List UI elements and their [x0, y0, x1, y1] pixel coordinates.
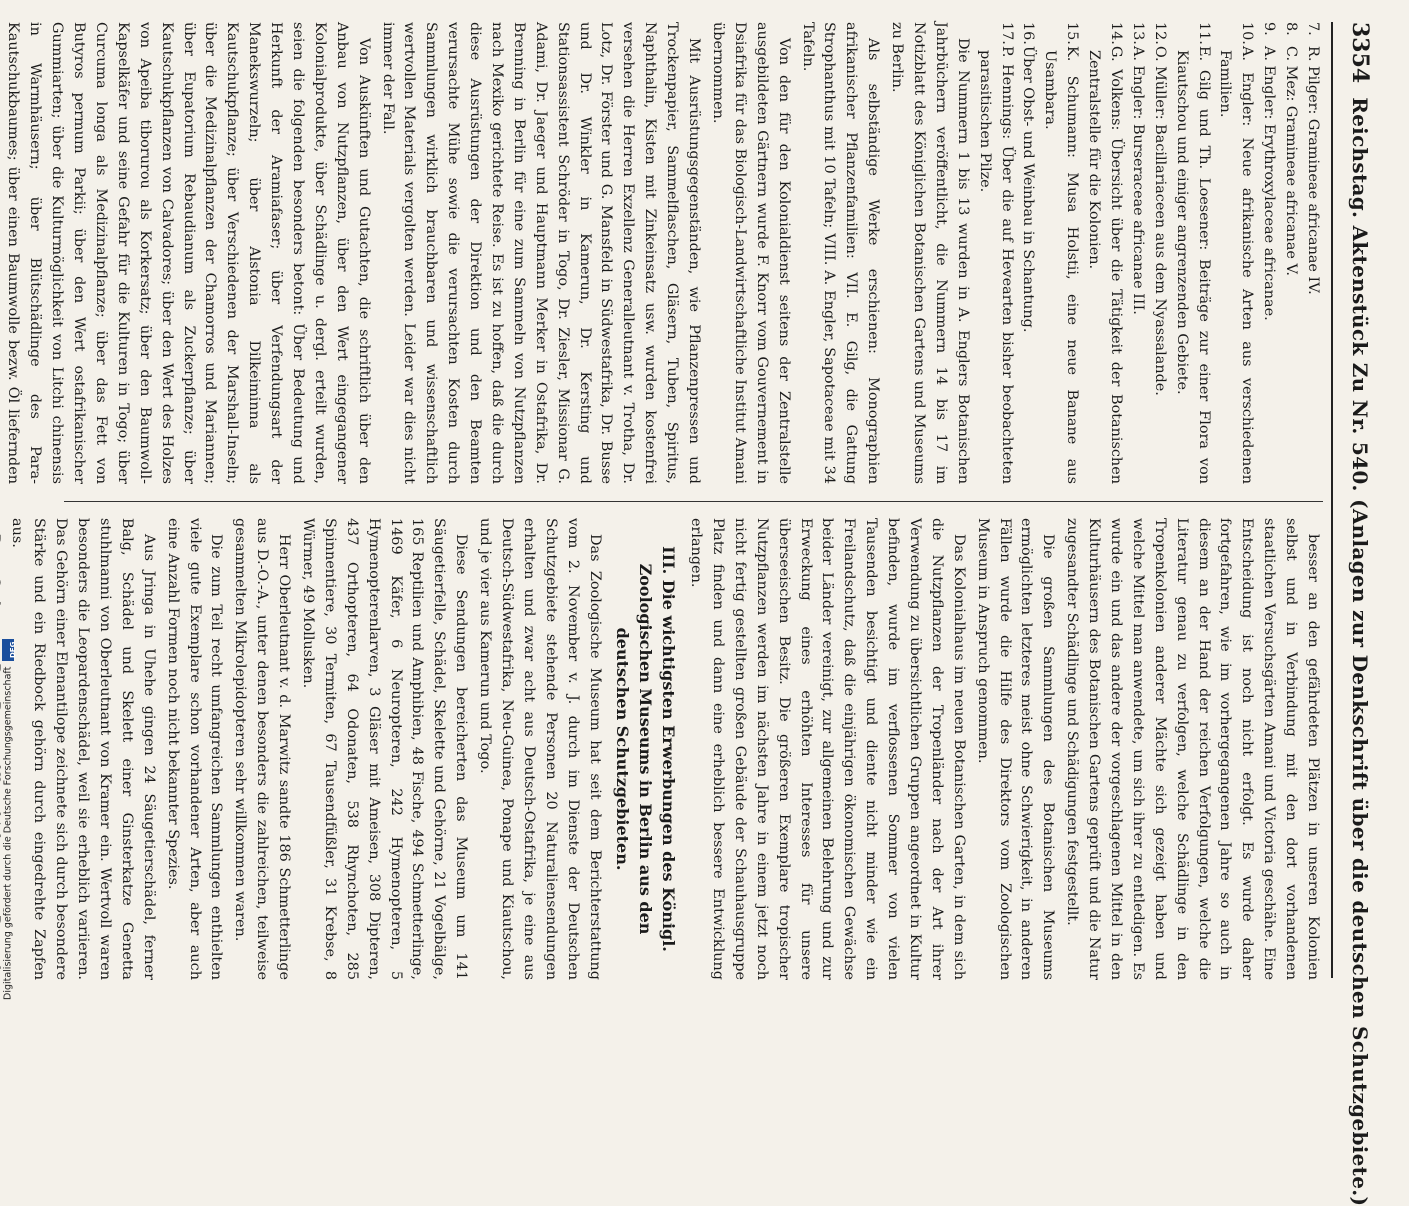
paragraph: Die Nummern 1 bis 13 wurden in A. Englers Botanischen Jahrbüchern veröffentlicht, die Nummern 14 bis 17 im Notizblatt des Königlichen Botanischen Gartens und Museums zu Berlin.	[889, 22, 971, 484]
publication-text: E. Gilg und Th. Loesener: Beiträge zur einer Flora von Kiautschou und einiger angrenzenden Gebiete.	[1173, 46, 1212, 484]
publication-number: 15.	[1064, 22, 1081, 45]
publication-number: 8.	[1283, 22, 1300, 36]
right-paragraphs-top	[684, 518, 1323, 980]
paragraph: Aus Jringa in Uhehe gingen 24 Säugetierschädel, ferner Balg, Schädel und Skelett einer Ginsterkatze Genetta stuhlmanni von Oberleutnant von Kramer ein. Wertvoll waren besonders die Leopardenschädel, weil sie erheblich variieren. Das Gehörn einer Elenantilope zeichnete sich durch besondere Stärke und ein Riedbock gehörn durch eingedrehte Zapfen aus.	[9, 518, 157, 980]
paragraph: Das Zoologische Museum hat seit dem Berichterstattung vom 2. November v. J. durch im Dienste der Deutschen Schutzgebiete stehende Personen 20 Naturaliensendungen erhalten und zwar acht aus Deutsch-Ostafrika, je eine aus Deutsch-Südwestafrika, Neu-Guinea, Ponape und Kiautschou, und je vier aus Kamerun und Togo.	[477, 518, 603, 980]
digitization-credit	[1, 0, 15, 1000]
right-paragraphs-bottom	[0, 518, 605, 980]
credit-text: Digitalisierung gefördert durch die Deutsche Forschungsgemeinschaft	[2, 666, 14, 1000]
publication-text: C. Mez: Gramineae africanae V.	[1283, 46, 1300, 276]
paragraph: Die zum Teil recht umfangreichen Sammlungen enthielten viele gute Exemplare schon vorhandener Arten, aber auch eine Anzahl Formen noch nicht bekannter Spezies.	[164, 518, 225, 980]
publication-number: 12.	[1151, 22, 1168, 45]
publication-item	[1170, 22, 1214, 484]
publication-number: 10.	[1239, 22, 1256, 45]
publication-number: 9.	[1261, 22, 1278, 36]
publication-item	[1257, 22, 1279, 484]
paragraph: Das Kolonialhaus im neuen Botanischen Garten, in dem sich die Nutzpflanzen der Tropenländer nach der Art ihrer Verwendung zu übersichtlichen Gruppen angeordnet in Kultur befinden, wurde im verflossenen Sommer von vielen Tausenden besichtigt und diente nicht minder wie ein Freilandschutz, daß die einjährigen ökonomischen Gewächse beider Länder vereinigt, zur allgemeinen Belehrung und zur Erweckung eines erhöhten Interesses für unsere überseeischen Besitz. Die größeren Exemplare tropischer Nutzpflanzen werden im nächsten Jahre in einem jetzt noch nicht fertig gestellten großen Gebäude der Schauhausgruppe Platz finden und dann eine erheblich bessere Entwicklung erlangen.	[688, 518, 967, 980]
paragraph: besser an den gefährdeten Plätzen in unseren Kolonien selbst und in Verbindung mit den dort vorhandenen staatlichen Versuchsgärten Amani und Victoria geschähe. Eine Entscheidung ist noch nicht erfolgt. Es wurde daher fortgefahren, wie im vorhergegangenen Jahre so auch in diesem an der Hand der reichen Verfolgungen, welche die Literatur genau zu verfolgen, welche Schädlinge in den Tropenkolonien anderer Mächte sich gezeigt haben und welche Mittel man anwendete, um sich ihrer zu entledigen. Es wurde ein und das andere der vorgeschlagenen Mittel in den Kulturhäusern des Botanischen Gartens geprüft und die Natur zugesandter Schädlinge und Schädigungen festgestellt.	[1064, 518, 1321, 980]
publication-item	[1082, 22, 1126, 484]
paragraph: Die großen Sammlungen des Botanischen Museums ermöglichten letzteres meist ohne Schwierigkeit, in anderen Fällen wurde die Hilfe des Direktors vom Zoologischen Museum in Anspruch genommen.	[974, 518, 1057, 980]
publication-item	[1017, 22, 1039, 484]
publication-number: 13.	[1129, 22, 1146, 45]
left-column	[5, 22, 1323, 484]
header-title: Reichstag. Aktenstück Zu Nr. 540. (Anlagen zur Denkschrift über die deutschen Schutzgebiete.)	[1348, 97, 1372, 1206]
paragraph: Von den für den Kolonialdienst seitens der Zentralstelle ausgebildeten Gärtnern wurde F. Knorr vom Gouvernement in Dsiafrika für das Biologisch-Landwirtschaftliche Institut Amani übernommen.	[709, 22, 792, 484]
publication-text: A. Engler: Neue afrikanische Arten aus verschiedenen Familien.	[1217, 46, 1256, 484]
publication-text: Über Obst- und Weinbau in Schantung.	[1020, 46, 1037, 333]
publication-item	[1148, 22, 1170, 484]
paragraph: Diese Sendungen bereicherten das Museum um 141 Säugetierfelle, Schädel, Skelette und Gehörne, 21 Vogelbälge, 165 Reptilien und Amphibien, 48 Fische, 494 Schmetterlinge, 1469 Käfer, 6 Neuropteren, 242 Hymenopteren, 5 Hymenopterenlarven, 3 Gläser mit Ameisen, 308 Dipteren, 437 Orthopteren, 64 Odonaten, 538 Rhynchoten, 285 Spinnentiere, 30 Termiten, 67 Tausendfüßler, 31 Krebse, 8 Würmer, 49 Mollusken.	[300, 518, 470, 980]
paragraph: Mit Ausrüstungsgegenständen, wie Pflanzenpressen und Trockenpapier, Sammelflaschen, Gläsern, Tuben, Spiritus, Naphthalin, Kisten mit Zinkeinsatz usw. wurden kostenfrei versehen die Herren Exzellenz Generalleutnant v. Trotha, Dr. Lotz, Dr. Förster und G. Mansfeld in Südwestafrika, Dr. Busse und Dr. Winkler in Kamerun, Dr. Kersting und Stationsassistent Schröder in Togo, Dr. Ziesler, Missionar G. Adami, Dr. Jaeger und Hauptmann Merker in Ostafrika, Dr. Brenning in Berlin für eine zum Sammeln von Nutzpflanzen nach Mexiko gerichtete Reise. Es ist zu hoffen, daß die durch diese Ausrüstungen der Direktion und den Beamten verursachte Mühe sowie die verursachten Kosten durch Sammlungen wirklich brauchbaren und wissenschaftlich wertvollen Materials vergolten werden. Leider war dies nicht immer der Fall.	[379, 22, 703, 484]
publication-number: 14.	[1107, 22, 1124, 45]
publication-list	[973, 22, 1323, 484]
section-title: III. Die wichtigsten Erwerbungen des Königl. Zoologischen Museums in Berlin aus den deutschen Schutzgebieten.	[612, 546, 679, 952]
publication-item	[1126, 22, 1148, 484]
publication-number: 11.	[1195, 22, 1212, 45]
publication-text: K. Schumann: Musa Holstii, eine neue Banane aus Usambara.	[1042, 46, 1081, 484]
publication-text: A. Engler: Erythroxylaceae africanae.	[1261, 46, 1278, 321]
publication-item	[1038, 22, 1082, 484]
column-divider	[64, 501, 1323, 502]
publication-text: R. Pilger: Gramineae africanae IV.	[1305, 46, 1321, 295]
dfg-logo: DFG	[2, 639, 14, 661]
page-number: 3354	[1347, 22, 1373, 84]
publication-item	[973, 22, 1017, 484]
publication-item	[1214, 22, 1258, 484]
left-paragraphs	[0, 22, 973, 484]
publication-number: 17.	[998, 22, 1015, 45]
paragraph: Als selbständige Werke erschienen: Monographien afrikanischer Pflanzenfamilien: VII. E. Gilg, die Gattung Strophanthus mit 10 Tafeln; VIII. A. Engler, Sapotaceae mit 34 Tafeln.	[799, 22, 882, 484]
paragraph: Herr Oberleutnant v. d. Marwitz sandte 186 Schmetterlinge aus D.-O.-A., unter denen besonders die zahlreichen, teilweise gesammelten Mikrolepidopteren sehr willkommen waren.	[232, 518, 293, 980]
publication-text: G. Volkens: Übersicht über die Tätigkeit der Botanischen Zentralstelle für die Kolonien.	[1086, 46, 1124, 484]
publication-number: 7.	[1305, 22, 1321, 36]
publication-text: P. Hennings: Über die auf Hevearten bisher beobachteten parasitischen Pilze.	[976, 46, 1015, 484]
page-header	[1331, 22, 1373, 1206]
publication-number: 16.	[1020, 22, 1037, 45]
publication-text: A. Engler: Burseraceae africanae III.	[1129, 46, 1146, 315]
paragraph: Von Auskünften und Gutachten, die schriftlich über den Anbau von Nutzpflanzen, über den Wert eingegangener Kolonialprodukte, über Schädlinge u. dergl. erteilt wurden, seien die folgenden besonders betont: Über Bedeutung und Herkunft der Aramiafaser; über Verfendungsart der Manekswurzeln; über Alstonia Dilkeiminna als Kautschukpflanze; über Verschiedenen der Marshall-Inseln; über die Medizinalpflanzen der Chamorros und Mariannen; über Eupatorium Rebaudianum als Zuckerpflanze; über Kautschukpflanzen von Calvadores; über den Wert des Holzes von Apeiba tiborurou als Korkersatz; über den Baumwoll-Kapselkäfer und seine Gefahr für die Kulturen in Togo; über Curcuma longa als Medizinalpflanze; über das Fett von Butyros permum Parkii; über den Wert ostafrikanischer Gummiarten; über die Kulturmöglichkeit von Litchi chinensis in Warmhäusern; über Blütschädlinge des Para-Kautschukbaumes; über einen Baumwolle bezw. Öl liefernden	[5, 22, 372, 484]
publication-item	[1279, 22, 1301, 484]
publication-text: O. Müller: Bacillariaceen aus dem Nyassalande.	[1151, 46, 1168, 396]
publication-item	[1301, 22, 1323, 484]
